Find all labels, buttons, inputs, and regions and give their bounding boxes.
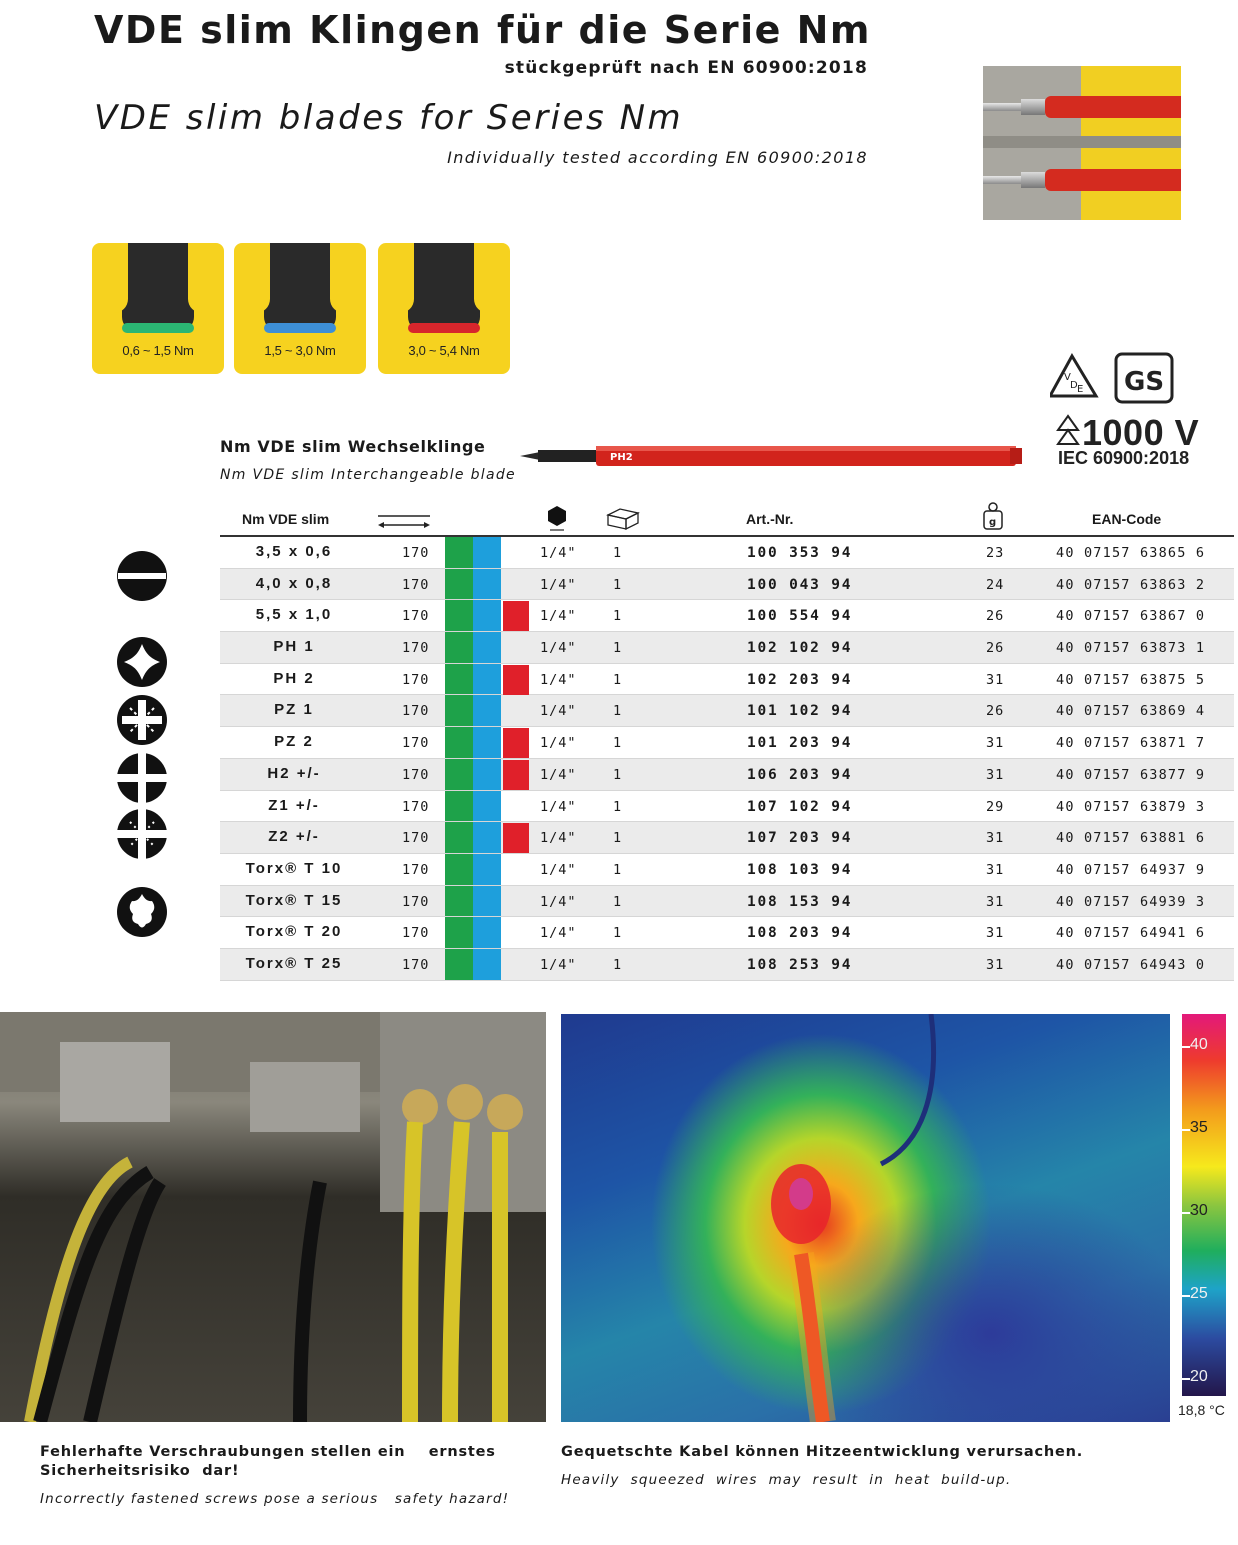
red-handle-marker — [503, 760, 529, 790]
green-handle-marker — [445, 886, 473, 917]
hex-size: 1/4" — [540, 640, 577, 657]
page-title-de: VDE slim Klingen für die Serie Nm — [94, 8, 872, 52]
article-number: 100 554 94 — [747, 608, 853, 625]
weight-value: 31 — [986, 766, 1005, 783]
blade-tip-label: PH2 — [610, 452, 633, 463]
green-handle-marker — [445, 949, 473, 980]
weight-value: 31 — [986, 925, 1005, 942]
blue-handle-marker — [473, 632, 501, 663]
blade-length: 170 — [402, 703, 430, 720]
product-table — [220, 537, 1234, 981]
red-handle-marker — [503, 728, 529, 758]
table-row — [220, 537, 1234, 569]
pack-quantity: 1 — [613, 608, 623, 625]
torque-card-high — [378, 243, 510, 374]
blade-length: 170 — [402, 671, 430, 688]
pack-quantity: 1 — [613, 735, 623, 752]
hex-size: 1/4" — [540, 956, 577, 973]
caption-right-en: Heavily squeezed wires may result in heat build-up. — [561, 1472, 1012, 1488]
torque-label: 3,0 ~ 5,4 Nm — [408, 343, 480, 358]
slot-drive-icon — [116, 550, 168, 602]
blade-length: 170 — [402, 861, 430, 878]
scale-label-20: 20 — [1190, 1368, 1208, 1385]
hex-size: 1/4" — [540, 798, 577, 815]
product-closeup-photo — [983, 66, 1181, 220]
weight-value: 23 — [986, 545, 1005, 561]
svg-text:V: V — [1064, 372, 1071, 383]
torque-label: 1,5 ~ 3,0 Nm — [264, 343, 336, 358]
blue-handle-marker — [473, 759, 501, 790]
package-icon — [606, 505, 640, 531]
blade-name: 3,5 x 0,6 — [255, 543, 333, 560]
blade-length: 170 — [402, 893, 430, 910]
blue-handle-marker — [473, 537, 501, 568]
handle-icon — [122, 243, 194, 331]
table-header — [220, 505, 1234, 537]
green-handle-marker — [445, 759, 473, 790]
blue-handle-marker — [473, 569, 501, 600]
hex-size: 1/4" — [540, 830, 577, 847]
table-row — [220, 600, 1234, 632]
vde-gs-logo-icon — [1050, 352, 1230, 412]
article-number: 101 102 94 — [747, 703, 853, 720]
ean-code: 40 07157 64939 3 — [1056, 893, 1206, 910]
pack-quantity: 1 — [613, 766, 623, 783]
blade-length: 170 — [402, 545, 430, 561]
weight-value: 31 — [986, 830, 1005, 847]
green-handle-marker — [445, 537, 473, 568]
article-number: 108 153 94 — [747, 893, 853, 910]
hex-size: 1/4" — [540, 608, 577, 625]
hex-size: 1/4" — [540, 576, 577, 593]
hex-size: 1/4" — [540, 766, 577, 783]
ean-code: 40 07157 63875 5 — [1056, 671, 1206, 688]
green-handle-marker — [445, 569, 473, 600]
table-row — [220, 854, 1234, 886]
ean-code: 40 07157 63871 7 — [1056, 735, 1206, 752]
page-title-en: VDE slim blades for Series Nm — [94, 98, 684, 138]
table-row — [220, 727, 1234, 759]
blade-name: Torx® T 20 — [245, 923, 343, 941]
article-number: 107 203 94 — [747, 830, 853, 847]
pack-quantity: 1 — [613, 576, 623, 593]
blue-handle-marker — [473, 886, 501, 917]
scale-label-25: 25 — [1190, 1285, 1208, 1302]
table-row — [220, 949, 1234, 981]
hex-size: 1/4" — [540, 861, 577, 878]
weight-value: 29 — [986, 798, 1005, 815]
torque-card-low — [92, 243, 224, 374]
table-row — [220, 664, 1234, 696]
blade-name: Torx® T 10 — [245, 859, 343, 877]
pack-quantity: 1 — [613, 956, 623, 973]
green-handle-marker — [445, 664, 473, 695]
article-number: 108 203 94 — [747, 925, 853, 942]
pack-quantity: 1 — [613, 798, 623, 815]
blade-title-de: Nm VDE slim Wechselklinge — [220, 437, 486, 456]
blue-handle-marker — [473, 949, 501, 980]
green-handle-marker — [445, 791, 473, 822]
min-temperature: 18,8 °C — [1178, 1402, 1225, 1418]
blue-handle-marker — [473, 822, 501, 853]
article-number: 102 203 94 — [747, 671, 853, 688]
article-number: 107 102 94 — [747, 798, 853, 815]
ean-code: 40 07157 63865 6 — [1056, 545, 1206, 561]
article-number: 100 353 94 — [747, 545, 853, 561]
scale-label-35: 35 — [1190, 1119, 1208, 1136]
col-name-header: Nm VDE slim — [242, 511, 330, 527]
page-subtitle-en: Individually tested according EN 60900:2018 — [447, 148, 868, 167]
weight-value: 31 — [986, 671, 1005, 688]
hex-size: 1/4" — [540, 671, 577, 688]
handle-icon — [264, 243, 336, 331]
blade-name: PH 1 — [273, 638, 315, 656]
blade-name: H2 +/- — [267, 764, 321, 782]
ean-code: 40 07157 64937 9 — [1056, 861, 1206, 878]
green-handle-marker — [445, 854, 473, 885]
article-number: 102 102 94 — [747, 640, 853, 657]
blade-length: 170 — [402, 925, 430, 942]
blue-handle-marker — [473, 854, 501, 885]
caption-right-de: Gequetschte Kabel können Hitzeentwicklung verursachen. — [561, 1444, 1084, 1460]
pack-quantity: 1 — [613, 671, 623, 688]
green-handle-marker — [445, 632, 473, 663]
caption-left-de-1: Fehlerhafte Verschraubungen stellen ein ernstes — [40, 1444, 496, 1460]
page-subtitle-de: stückgeprüft nach EN 60900:2018 — [504, 58, 868, 78]
voltage-rating: 1000 V — [1082, 412, 1200, 453]
plus-minus-z-drive-icon — [116, 808, 168, 860]
torque-label: 0,6 ~ 1,5 Nm — [122, 343, 194, 358]
torx-drive-icon — [116, 886, 168, 938]
scale-label-30: 30 — [1190, 1202, 1208, 1219]
blade-length: 170 — [402, 640, 430, 657]
weight-value: 26 — [986, 608, 1005, 625]
table-row — [220, 886, 1234, 918]
ean-code: 40 07157 63877 9 — [1056, 766, 1206, 783]
blade-length: 170 — [402, 830, 430, 847]
weight-value: 31 — [986, 893, 1005, 910]
ean-code: 40 07157 63863 2 — [1056, 576, 1206, 593]
article-number: 100 043 94 — [747, 576, 853, 593]
red-handle-marker — [503, 823, 529, 853]
green-handle-marker — [445, 917, 473, 948]
blade-name: Z2 +/- — [268, 828, 320, 846]
article-number: 106 203 94 — [747, 766, 853, 783]
green-handle-marker — [445, 600, 473, 631]
torque-ring — [122, 323, 194, 333]
table-row — [220, 822, 1234, 854]
blade-name: 4,0 x 0,8 — [255, 574, 333, 592]
blade-name: 5,5 x 1,0 — [255, 606, 333, 624]
green-handle-marker — [445, 822, 473, 853]
hex-drive-icon — [546, 505, 568, 533]
phillips-drive-icon — [116, 636, 168, 688]
blade-length: 170 — [402, 766, 430, 783]
svg-text:E: E — [1077, 384, 1084, 395]
pack-quantity: 1 — [613, 703, 623, 720]
blade-length: 170 — [402, 608, 430, 625]
green-handle-marker — [445, 727, 473, 758]
caption-left-de-2: Sicherheitsrisiko dar! — [40, 1463, 240, 1479]
weight-icon — [982, 501, 1004, 531]
caption-left-en: Incorrectly fastened screws pose a serious safety hazard! — [40, 1491, 510, 1507]
ean-code: 40 07157 64943 0 — [1056, 956, 1206, 973]
svg-text:GS: GS — [1124, 367, 1165, 397]
svg-text:g: g — [989, 517, 997, 528]
blade-name: PZ 2 — [274, 733, 314, 751]
blade-length: 170 — [402, 735, 430, 752]
blade-length: 170 — [402, 956, 430, 973]
terminal-block-photo — [0, 1012, 546, 1422]
blade-length: 170 — [402, 576, 430, 593]
article-number: 108 103 94 — [747, 861, 853, 878]
torque-ring — [408, 323, 480, 333]
iec-standard: IEC 60900:2018 — [1058, 448, 1190, 468]
blade-name: PZ 1 — [274, 701, 314, 719]
ean-code: 40 07157 63867 0 — [1056, 608, 1206, 625]
blade-title-en: Nm VDE slim Interchangeable blade — [220, 467, 516, 483]
article-number: 101 203 94 — [747, 735, 853, 752]
weight-value: 26 — [986, 640, 1005, 657]
torque-card-mid — [234, 243, 366, 374]
blade-name: Torx® T 15 — [245, 891, 343, 909]
weight-value: 24 — [986, 576, 1005, 593]
weight-value: 31 — [986, 956, 1005, 973]
pack-quantity: 1 — [613, 545, 623, 561]
pack-quantity: 1 — [613, 830, 623, 847]
certification-marks — [1050, 352, 1230, 472]
blade-name: Torx® T 25 — [245, 954, 343, 972]
plus-minus-drive-icon — [116, 752, 168, 804]
col-ean-header: EAN-Code — [1092, 511, 1162, 527]
hex-size: 1/4" — [540, 925, 577, 942]
hex-size: 1/4" — [540, 545, 577, 561]
article-number: 108 253 94 — [747, 956, 853, 973]
hex-size: 1/4" — [540, 703, 577, 720]
table-row — [220, 759, 1234, 791]
ean-code: 40 07157 63869 4 — [1056, 703, 1206, 720]
red-handle-marker — [503, 665, 529, 695]
torque-ring — [264, 323, 336, 333]
ean-code: 40 07157 63881 6 — [1056, 830, 1206, 847]
table-row — [220, 695, 1234, 727]
hex-size: 1/4" — [540, 735, 577, 752]
blue-handle-marker — [473, 791, 501, 822]
ean-code: 40 07157 63879 3 — [1056, 798, 1206, 815]
pack-quantity: 1 — [613, 925, 623, 942]
green-handle-marker — [445, 695, 473, 726]
insulation-triangle-icon — [1056, 414, 1080, 448]
scale-label-40: 40 — [1190, 1036, 1208, 1053]
pozidriv-drive-icon — [116, 694, 168, 746]
hex-size: 1/4" — [540, 893, 577, 910]
ean-code: 40 07157 64941 6 — [1056, 925, 1206, 942]
table-row — [220, 632, 1234, 664]
blade-length: 170 — [402, 798, 430, 815]
table-row — [220, 917, 1234, 949]
pack-quantity: 1 — [613, 893, 623, 910]
col-article-header: Art.-Nr. — [746, 511, 794, 527]
blade-name: PH 2 — [273, 669, 315, 687]
table-row — [220, 569, 1234, 601]
weight-value: 31 — [986, 861, 1005, 878]
blue-handle-marker — [473, 664, 501, 695]
blue-handle-marker — [473, 917, 501, 948]
handle-icon — [408, 243, 480, 331]
blue-handle-marker — [473, 727, 501, 758]
pack-quantity: 1 — [613, 861, 623, 878]
blade-image — [520, 430, 1025, 470]
ean-code: 40 07157 63873 1 — [1056, 640, 1206, 657]
red-handle-marker — [503, 601, 529, 631]
weight-value: 26 — [986, 703, 1005, 720]
length-arrow-icon — [378, 513, 430, 529]
table-row — [220, 791, 1234, 823]
pack-quantity: 1 — [613, 640, 623, 657]
thermal-image — [561, 1014, 1170, 1422]
blue-handle-marker — [473, 600, 501, 631]
svg-text:D: D — [1070, 380, 1078, 391]
blade-name: Z1 +/- — [268, 796, 320, 814]
blue-handle-marker — [473, 695, 501, 726]
weight-value: 31 — [986, 735, 1005, 752]
